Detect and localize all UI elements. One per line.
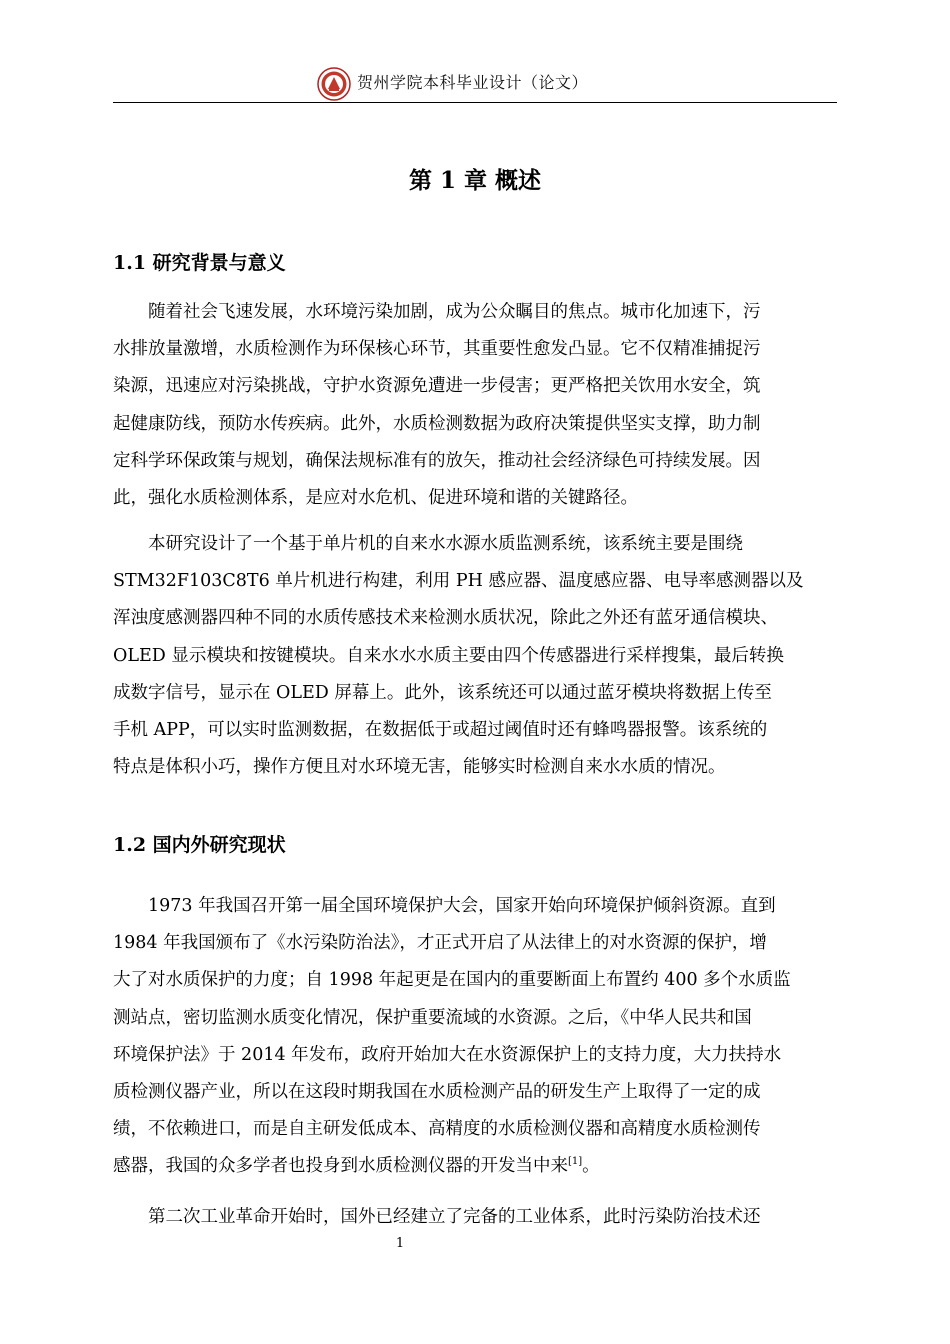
text-line: 本研究设计了一个基于单片机的自来水水源水质监测系统，该系统主要是围绕 bbox=[148, 534, 743, 554]
text-line bbox=[113, 1148, 840, 1185]
text-line: 随着社会飞速发展，水环境污染加剧，成为公众瞩目的焦点。城市化加速下，污 bbox=[148, 302, 761, 322]
text-segment: 。 bbox=[582, 1156, 600, 1177]
text-line: 特点是体积小巧，操作方便且对水环境无害，能够实时检测自来水水质的情况。 bbox=[113, 757, 726, 778]
text-line: 1973 年我国召开第一届全国环境保护大会，国家开始向环境保护倾斜资源。直到 bbox=[148, 896, 776, 916]
paragraph bbox=[113, 888, 840, 1186]
text-line: 浑浊度感测器四种不同的水质传感技术来检测水质状况，除此之外还有蓝牙通信模块、 bbox=[113, 608, 778, 629]
text-line: 测站点，密切监测水质变化情况，保护重要流域的水资源。之后，《中华人民共和国 bbox=[113, 1007, 752, 1028]
text-line: 第二次工业革命开始时，国外已经建立了完备的工业体系，此时污染防治技术还 bbox=[148, 1207, 761, 1227]
chapter-title: 第 1 章 概述 bbox=[408, 167, 542, 194]
text-line: 起健康防线，预防水传疾病。此外，水质检测数据为政府决策提供坚实支撑，助力制 bbox=[113, 413, 761, 434]
text-line: 此，强化水质检测体系，是应对水危机、促进环境和谐的关键路径。 bbox=[113, 488, 638, 509]
text-line: 手机 APP，可以实时监测数据，在数据低于或超过阈值时还有蜂鸣器报警。该系统的 bbox=[113, 720, 768, 741]
text-line: 质检测仪器产业，所以在这段时期我国在水质检测产品的研发生产上取得了一定的成 bbox=[113, 1082, 761, 1103]
section-title: 1.1 研究背景与意义 bbox=[113, 252, 286, 274]
header-title: 贺州学院本科毕业设计（论文） bbox=[357, 73, 589, 92]
section-title: 1.2 国内外研究现状 bbox=[113, 834, 286, 856]
paragraph bbox=[113, 526, 840, 786]
paragraph bbox=[113, 294, 840, 517]
text-line: STM32F103C8T6 单片机进行构建，利用 PH 感应器、温度感应器、电导率感测器以及 bbox=[113, 571, 804, 592]
page-number: 1 bbox=[395, 1236, 405, 1251]
text-line: 1984 年我国颁布了《水污染防治法》，才正式开启了从法律上的对水资源的保护，增 bbox=[113, 933, 767, 954]
text-segment: 感器，我国的众多学者也投身到水质检测仪器的开发当中来 bbox=[113, 1156, 568, 1177]
university-seal-icon bbox=[317, 67, 351, 101]
text-line: 环境保护法》于 2014 年发布，政府开始加大在水资源保护上的支持力度，大力扶持水 bbox=[113, 1044, 782, 1065]
page-header bbox=[113, 62, 837, 103]
citation[interactable]: [1] bbox=[568, 1156, 583, 1168]
text-line: 定科学环保政策与规划，确保法规标准有的放矢，推动社会经济绿色可持续发展。因 bbox=[113, 450, 761, 471]
text-line: 水排放量激增，水质检测作为环保核心环节，其重要性愈发凸显。它不仅精准捕捉污 bbox=[113, 339, 761, 360]
text-line: 染源，迅速应对污染挑战，守护水资源免遭进一步侵害；更严格把关饮用水安全，筑 bbox=[113, 376, 761, 397]
text-line: 绩，不依赖进口，而是自主研发低成本、高精度的水质检测仪器和高精度水质检测传 bbox=[113, 1119, 761, 1140]
paragraph bbox=[113, 1199, 840, 1236]
text-line: OLED 显示模块和按键模块。自来水水水质主要由四个传感器进行采样搜集，最后转换 bbox=[113, 645, 784, 666]
text-line: 大了对水质保护的力度；自 1998 年起更是在国内的重要断面上布置约 400 多个水质监 bbox=[113, 970, 791, 991]
text-line: 成数字信号，显示在 OLED 屏幕上。此外，该系统还可以通过蓝牙模块将数据上传至 bbox=[113, 682, 772, 703]
